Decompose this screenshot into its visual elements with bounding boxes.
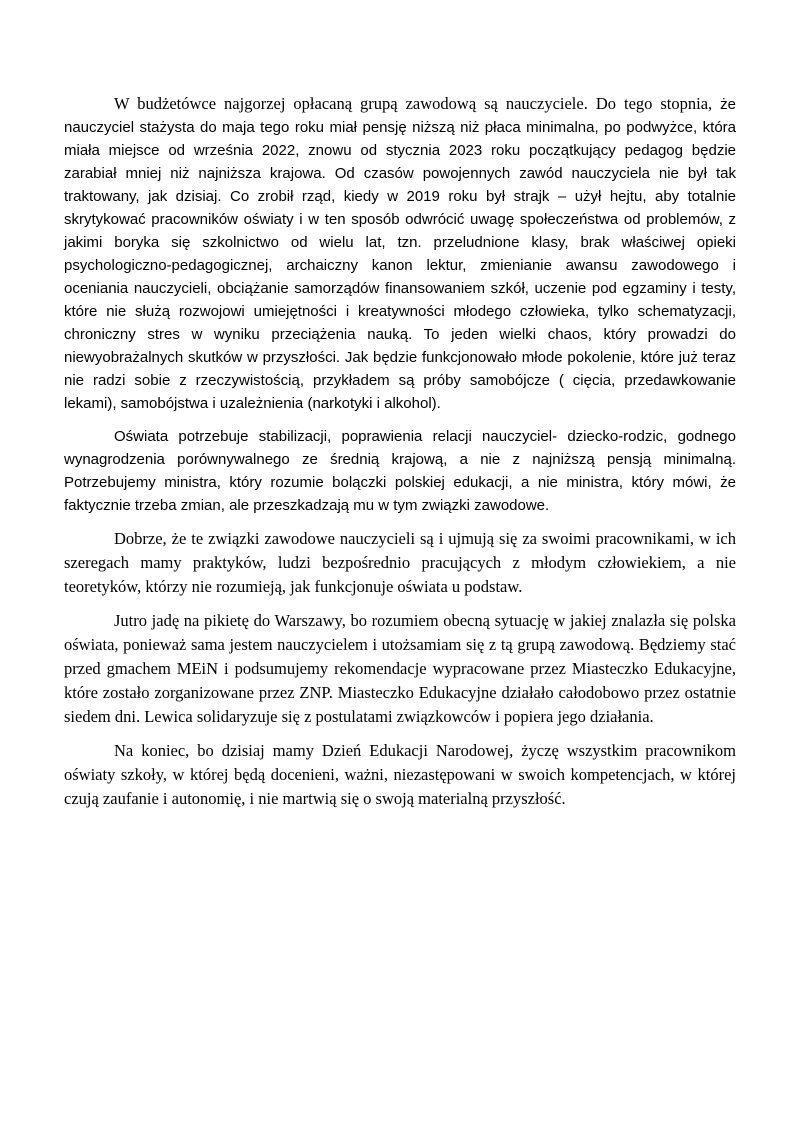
paragraph-3	[64, 527, 736, 599]
text-run-serif: W budżetówce najgorzej opłacaną grupą zawodową są nauczyciele. Do tego stopnia,	[114, 94, 721, 113]
text-run-serif: Jutro jadę na pikietę do Warszawy, bo rozumiem obecną sytuację w jakiej znalazła się polska oświata, ponieważ sama jestem nauczycielem i utożsamiam się z tą grupą zawodową. Będziemy stać przed gmachem MEiN i podsumujemy rekomendacje wypracowane przez Miasteczko Edukacyjne, które zostało zorganizowane przez ZNP. Miasteczko Edukacyjne działało całodobowo przez ostatnie siedem dni. Lewica solidaryzuje się z postulatami związkowców i popiera jego działania.	[64, 611, 736, 726]
text-run-sans: Oświata potrzebuje stabilizacji, poprawienia relacji nauczyciel- dziecko-rodzic, godnego wynagrodzenia porównywalnego ze średnią krajową, a nie z najniższą pensją minimalną. Potrzebujemy ministra, który rozumie bolączki polskiej edukacji, a nie ministra, który mówi, że faktycznie trzeba zmian, ale przeszkadzają mu w tym związki zawodowe.	[64, 428, 736, 514]
paragraph-1	[64, 92, 736, 415]
text-run-serif: Na koniec, bo dzisiaj mamy Dzień Edukacji Narodowej, życzę wszystkim pracownikom oświaty szkoły, w której będą docenieni, ważni, niezastępowani w swoich kompetencjach, w której czują zaufanie i autonomię, i nie martwią się o swoją materialną przyszłość.	[64, 741, 736, 808]
paragraph-2	[64, 425, 736, 517]
text-run-sans: że nauczyciel stażysta do maja tego roku miał pensję niższą niż płaca minimalna, po podwyżce, która miała miejsce od września 2022, znowu od stycznia 2023 roku początkujący pedagog będzie zarabiał mniej niż najniższa krajowa. Od czasów powojennych zawód nauczyciela nie był tak traktowany, jak dzisiaj. Co zrobił rząd, kiedy w 2019 roku był strajk – użył hejtu, aby totalnie skrytykować pracowników oświaty i w ten sposób odwrócić uwagę społeczeństwa od problemów, z jakimi boryka się szkolnictwo od wielu lat, tzn. przeludnione klasy, brak właściwej opieki psychologiczno-pedagogicznej, archaiczny kanon lektur, zmienianie awansu zawodowego i oceniania nauczycieli, obciążanie samorządów finansowaniem szkół, uczenie pod egzaminy i testy, które nie służą rozwojowi umiejętności i kreatywności młodego człowieka, tylko schematyzacji, chroniczny stres w wyniku przeciążenia nauką. To jeden wielki chaos, który prowadzi do niewyobrażalnych skutków w przyszłości. Jak będzie funkcjonowało młode pokolenie, które już teraz nie radzi sobie z rzeczywistością, przykładem są próby samobójcze ( cięcia, przedawkowanie lekami), samobójstwa i uzależnienia (narkotyki i alkohol).	[64, 96, 736, 412]
text-run-serif: Dobrze, że te związki zawodowe nauczycieli są i ujmują się za swoimi pracownikami, w ich szeregach mamy praktyków, ludzi bezpośrednio pracujących z młodym człowiekiem, a nie teoretyków, którzy nie rozumieją, jak funkcjonuje oświata u podstaw.	[64, 529, 736, 596]
paragraph-5	[64, 739, 736, 811]
paragraph-4	[64, 609, 736, 729]
